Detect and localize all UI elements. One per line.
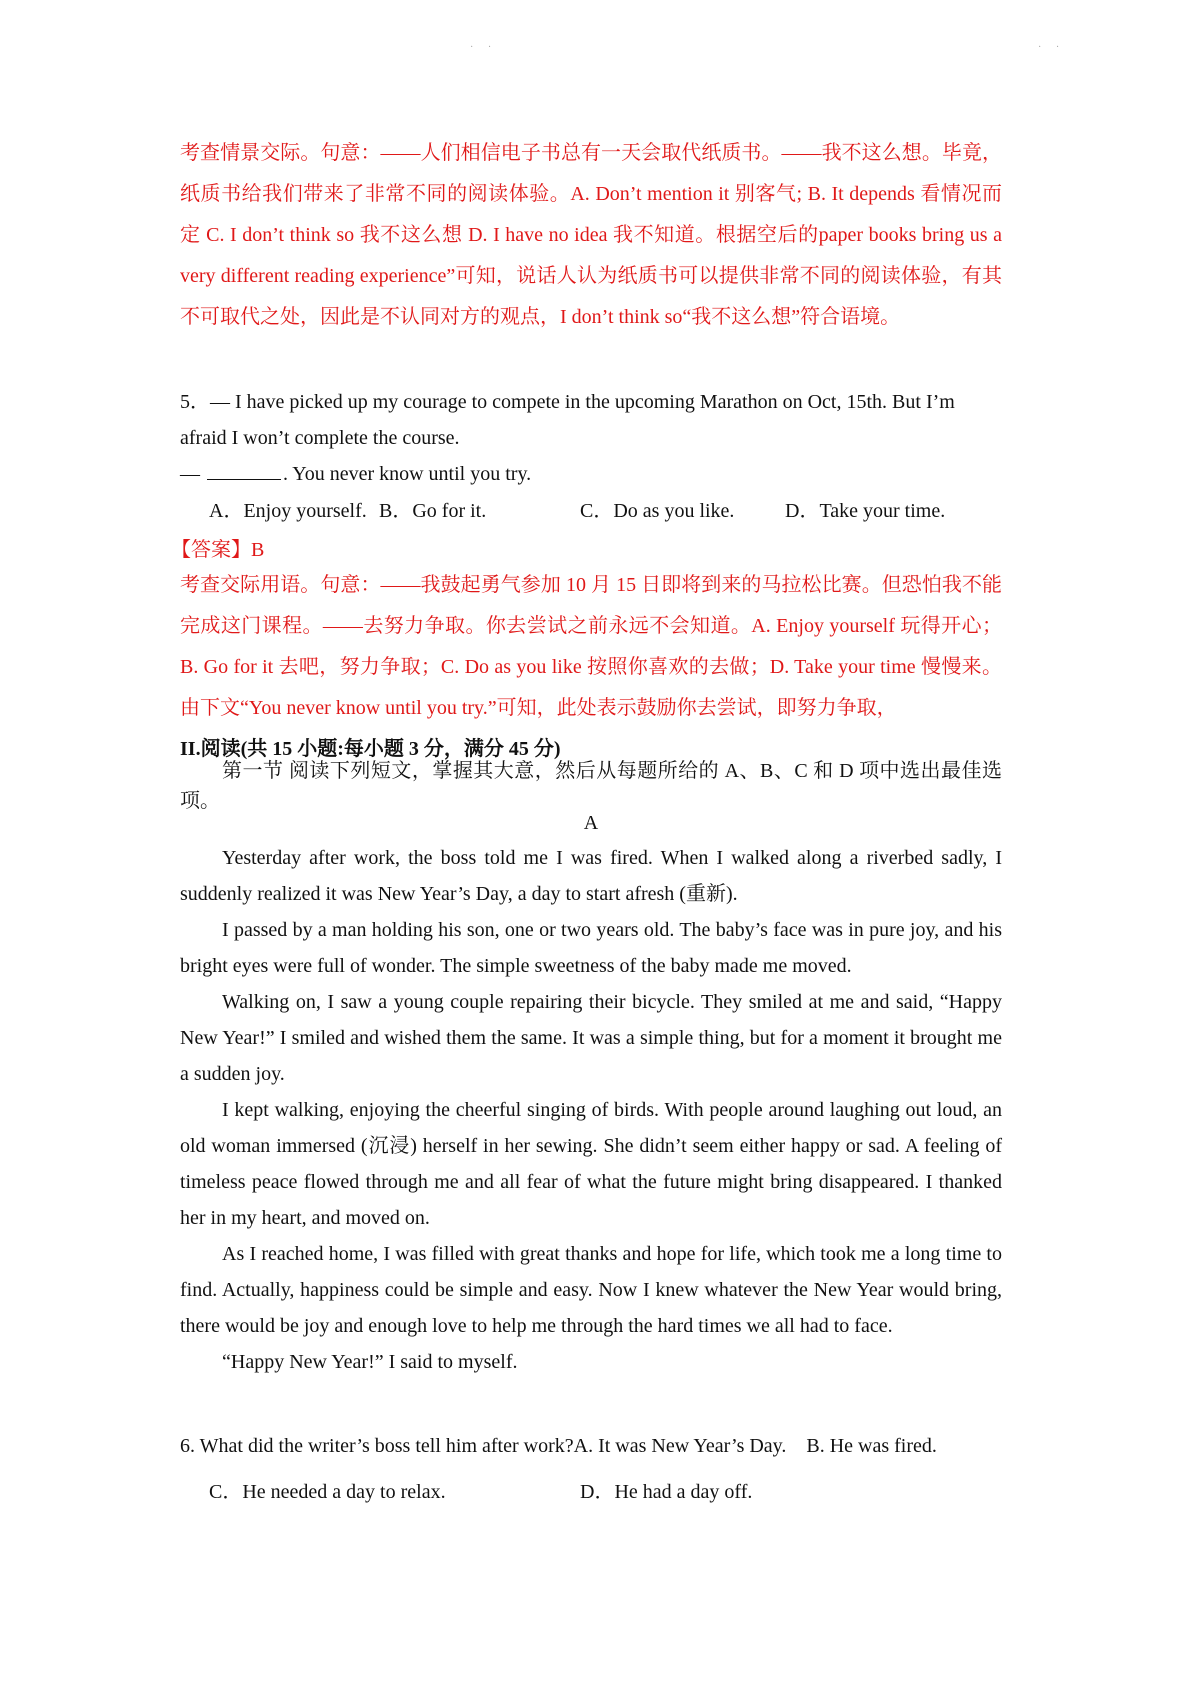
q6-option-b: B. He was fired. [806, 1435, 937, 1457]
passage-label: A [583, 812, 599, 834]
q5-explanation-block [180, 565, 1002, 729]
q6-stem: 6. What did the writer’s boss tell him after work? [180, 1435, 574, 1457]
q5-option-d: D．Take your time. [785, 500, 946, 522]
q5-stem-line1: — I have picked up my courage to compete in the upcoming Marathon on Oct, 15th. But I’m [210, 391, 955, 413]
q5-option-b: B．Go for it. [379, 500, 487, 522]
q5-explanation: 考查交际用语。句意：——我鼓起勇气参加 10 月 15 日即将到来的马拉松比赛。但恐怕我不能完成这门课程。——去努力争取。你去尝试之前永远不会知道。A. Enjoy yourself 玩得开心；B. Go for it 去吧，努力争取；C. Do as you like 按照你喜欢的去做；D. Take your time 慢慢来。由下文“You never know until you try.”可知，此处表示鼓励你去尝试，即努力争取， [180, 574, 1002, 719]
passage [180, 840, 1002, 1380]
q4-explanation-block [180, 133, 1002, 338]
q5-reply-suffix: . You never know until you try. [283, 463, 532, 485]
section-instruction: 第一节 阅读下列短文，掌握其大意，然后从每题所给的 A、B、C 和 D 项中选出最佳选项。 [180, 760, 1002, 812]
q5-stem-block [180, 384, 1002, 492]
q5-stem [180, 384, 1002, 420]
passage-paragraph-1: Yesterday after work, the boss told me I was fired. When I walked along a riverbed sadly, I suddenly realized it was New Year’s Day, a day to start afresh (重新). [180, 847, 1002, 905]
q6-line [180, 1435, 937, 1458]
q5-answer-blank [207, 465, 281, 480]
header-dots-left: · · [470, 42, 498, 53]
q5-number: 5． [180, 391, 210, 413]
header-dots-right: · · [1038, 42, 1066, 53]
passage-paragraph-5: As I reached home, I was filled with great thanks and hope for life, which took me a long time to find. Actually, happiness could be simple and easy. Now I knew whatever the New Year would bring, there would be joy and enough love to help me through the hard times we all had to face. [180, 1243, 1002, 1337]
q5-reply [180, 456, 1002, 492]
q4-explanation: 考查情景交际。句意：——人们相信电子书总有一天会取代纸质书。——我不这么想。毕竟，纸质书给我们带来了非常不同的阅读体验。A. Don’t mention it 别客气; B. It depends 看情况而定 C. I don’t think so 我不这么想 D. I have no idea 我不知道。根据空后的paper books bring us a very different reading experience”可知，说话人认为纸质书可以提供非常不同的阅读体验，有其不可取代之处，因此是不认同对方的观点，I don’t think so“我不这么想”符合语境。 [180, 142, 1002, 328]
passage-paragraph-3: Walking on, I saw a young couple repairing their bicycle. They smiled at me and said, “Happy New Year!” I smiled and wished them the same. It was a simple thing, but for a moment it brought me a sudden joy. [180, 991, 1002, 1085]
q6-option-a: A. It was New Year’s Day. [573, 1435, 787, 1457]
passage-paragraph-4: I kept walking, enjoying the cheerful singing of birds. With people around laughing out loud, an old woman immersed (沉浸) herself in her sewing. She didn’t seem either happy or sad. A feeling of timeless peace flowed through me and all fear of what the future might bring disappeared. I thanked her in my heart, and moved on. [180, 1099, 1002, 1229]
section-instruction-block [180, 756, 1002, 816]
q5-stem-line2: afraid I won’t complete the course. [180, 427, 460, 449]
passage-paragraph-2: I passed by a man holding his son, one or two years old. The baby’s face was in pure joy, and his bright eyes were full of wonder. The simple sweetness of the baby made me moved. [180, 919, 1002, 977]
q5-option-c: C．Do as you like. [580, 500, 735, 522]
q6-option-d: D．He had a day off. [580, 1481, 753, 1503]
q6-option-c: C．He needed a day to relax. [209, 1481, 446, 1503]
q5-answer: 【答案】B [171, 539, 265, 561]
section-heading: II.阅读(共 15 小题:每小题 3 分，满分 45 分) [180, 738, 561, 760]
q5-reply-prefix: — [180, 463, 200, 485]
q5-option-a: A．Enjoy yourself. [209, 500, 367, 522]
passage-paragraph-6: “Happy New Year!” I said to myself. [222, 1351, 518, 1373]
